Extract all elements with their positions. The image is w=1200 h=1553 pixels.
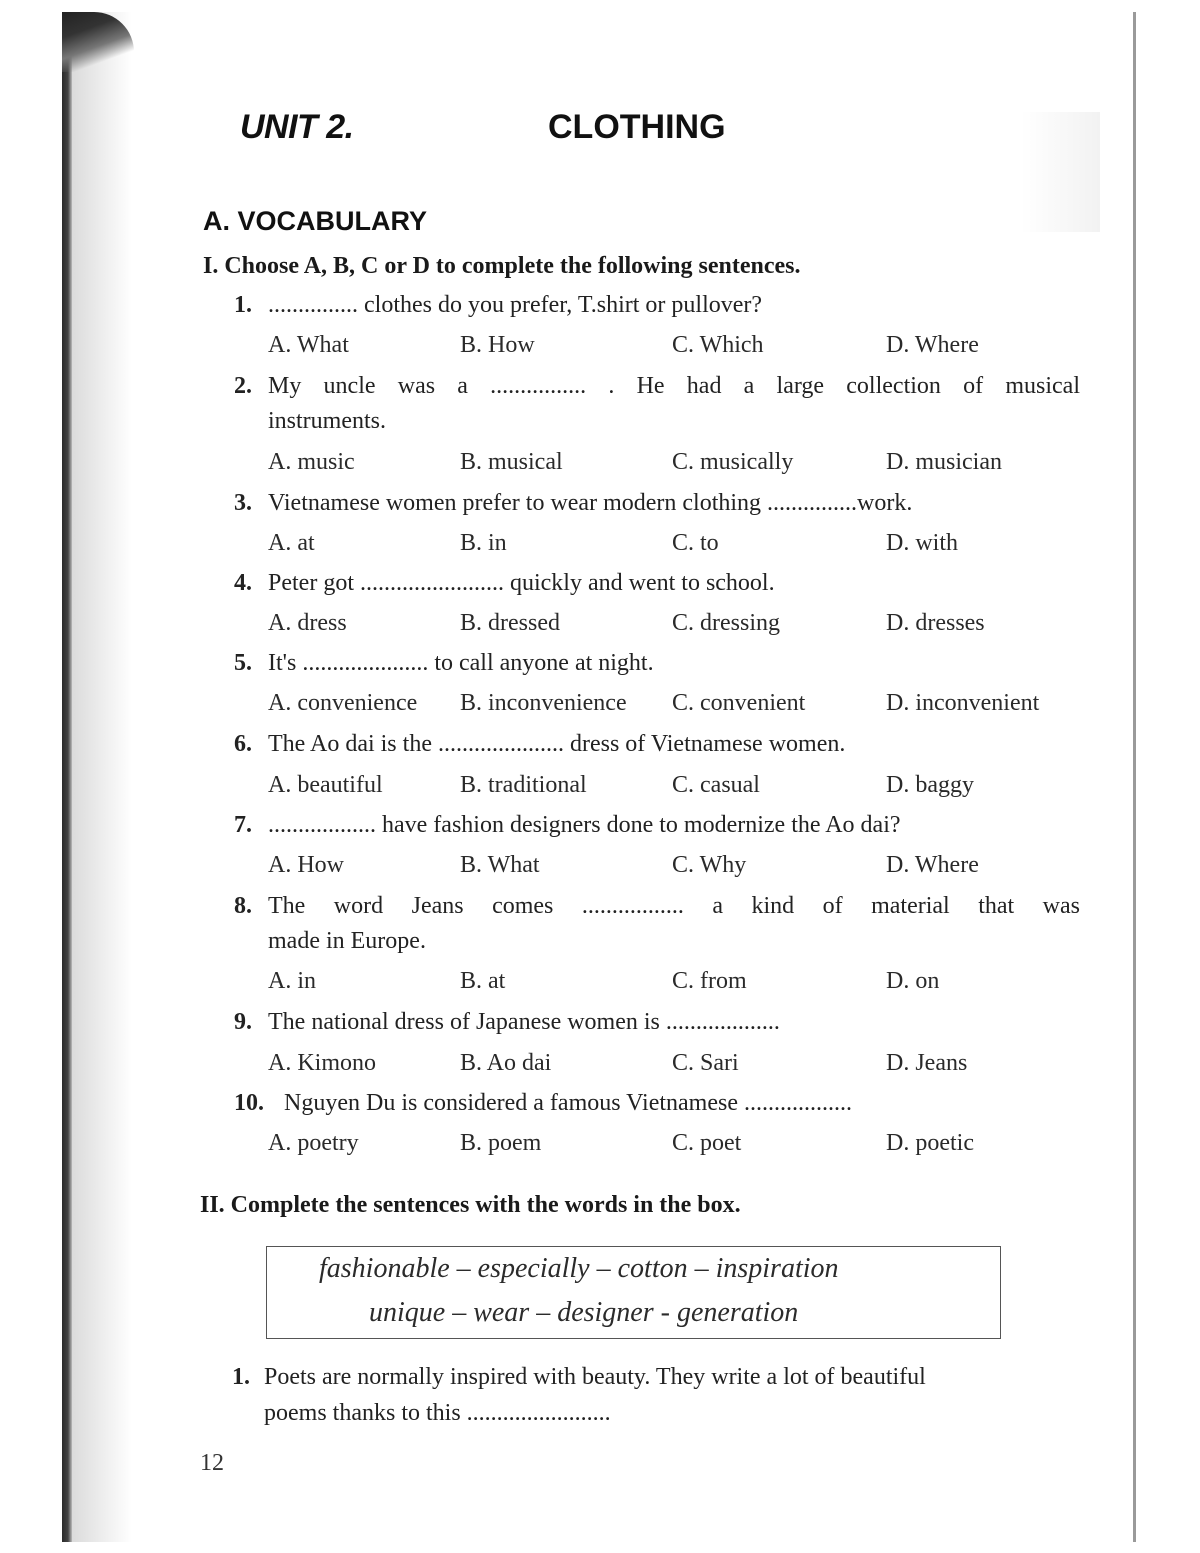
question-5-option-a[interactable]: A. convenience (268, 690, 418, 716)
question-4-option-d[interactable]: D. dresses (886, 610, 985, 636)
question-8-text: The word Jeans comes ................. a kind of material that was (268, 893, 1080, 919)
question-1-option-d[interactable]: D. Where (886, 332, 979, 358)
question-1-option-a[interactable]: A. What (268, 332, 349, 358)
question-6-option-d[interactable]: D. baggy (886, 772, 974, 798)
question-number: 10. (234, 1090, 264, 1116)
page-edge-left (62, 12, 72, 1542)
part2-question-1-continued: poems thanks to this ........................ (264, 1400, 611, 1426)
unit-label: UNIT 2. (240, 108, 354, 146)
question-5-option-c[interactable]: C. convenient (672, 690, 806, 716)
question-5-option-d[interactable]: D. inconvenient (886, 690, 1040, 716)
question-2-option-d[interactable]: D. musician (886, 449, 1002, 475)
part2-question-1 (232, 1364, 926, 1391)
question-text: Poets are normally inspired with beauty. They write a lot of beautiful (264, 1364, 926, 1390)
question-3-option-d[interactable]: D. with (886, 530, 958, 556)
question-7-option-b[interactable]: B. What (460, 852, 540, 878)
question-10-text: Nguyen Du is considered a famous Vietnamese .................. (284, 1090, 852, 1116)
question-6-option-b[interactable]: B. traditional (460, 772, 587, 798)
question-7-option-c[interactable]: C. Why (672, 852, 747, 878)
unit-title: CLOTHING (548, 108, 726, 146)
bleed-through-shade (1020, 112, 1100, 232)
question-4-option-a[interactable]: A. dress (268, 610, 347, 636)
question-4-option-b[interactable]: B. dressed (460, 610, 560, 636)
question-8-number-wrap (234, 893, 252, 920)
question-9-option-c[interactable]: C. Sari (672, 1050, 739, 1076)
question-5-text: It's ..................... to call anyone at night. (268, 650, 654, 676)
word-box-line-2: unique – wear – designer - generation (369, 1297, 799, 1328)
question-9-option-d[interactable]: D. Jeans (886, 1050, 968, 1076)
question-10-option-d[interactable]: D. poetic (886, 1130, 974, 1156)
question-2-text-continued: instruments. (268, 408, 386, 434)
question-1-text: ............... clothes do you prefer, T.shirt or pullover? (268, 292, 763, 318)
question-3-number-wrap (234, 490, 252, 517)
question-6-option-a[interactable]: A. beautiful (268, 772, 383, 798)
question-10-option-b[interactable]: B. poem (460, 1130, 542, 1156)
part2-heading: II. Complete the sentences with the words in the box. (200, 1192, 741, 1218)
question-8-option-b[interactable]: B. at (460, 968, 506, 994)
question-9-option-b[interactable]: B. Ao dai (460, 1050, 552, 1076)
question-number: 5. (234, 650, 252, 676)
question-6-option-c[interactable]: C. casual (672, 772, 760, 798)
question-4-number-wrap (234, 570, 252, 597)
question-2-option-c[interactable]: C. musically (672, 449, 794, 475)
question-number: 4. (234, 570, 252, 596)
question-10-option-c[interactable]: C. poet (672, 1130, 742, 1156)
section-title-vocabulary: A. VOCABULARY (203, 206, 428, 236)
question-number: 1. (232, 1364, 250, 1390)
question-7-option-d[interactable]: D. Where (886, 852, 979, 878)
question-8-option-a[interactable]: A. in (268, 968, 316, 994)
question-2-text: My uncle was a ................ . He had a large collection of musical (268, 373, 1080, 399)
question-9-option-a[interactable]: A. Kimono (268, 1050, 376, 1076)
word-box-line-1: fashionable – especially – cotton – inspiration (319, 1253, 839, 1284)
question-8-text-continued: made in Europe. (268, 928, 426, 954)
question-4-option-c[interactable]: C. dressing (672, 610, 780, 636)
question-4-text: Peter got ........................ quickly and went to school. (268, 570, 775, 596)
question-9-number-wrap (234, 1009, 252, 1036)
question-3-option-c[interactable]: C. to (672, 530, 719, 556)
question-1-option-b[interactable]: B. How (460, 332, 535, 358)
question-number: 9. (234, 1009, 252, 1035)
question-9-text: The national dress of Japanese women is ................... (268, 1009, 780, 1035)
question-7-number-wrap (234, 812, 252, 839)
page-number: 12 (200, 1450, 224, 1476)
page-edge-right (1133, 12, 1136, 1542)
word-box (266, 1246, 1001, 1339)
question-2-option-b[interactable]: B. musical (460, 449, 563, 475)
page-shadow (72, 12, 132, 1542)
question-number: 6. (234, 731, 252, 757)
question-5-option-b[interactable]: B. inconvenience (460, 690, 627, 716)
question-number: 7. (234, 812, 252, 838)
question-3-text: Vietnamese women prefer to wear modern clothing ...............work. (268, 490, 913, 516)
question-8-option-c[interactable]: C. from (672, 968, 747, 994)
question-7-option-a[interactable]: A. How (268, 852, 344, 878)
part1-heading: I. Choose A, B, C or D to complete the following sentences. (203, 253, 801, 279)
question-6-text: The Ao dai is the ..................... dress of Vietnamese women. (268, 731, 846, 757)
question-1-number-wrap (234, 292, 252, 319)
question-3-option-b[interactable]: B. in (460, 530, 507, 556)
question-10-number-wrap (234, 1090, 264, 1117)
question-1-option-c[interactable]: C. Which (672, 332, 764, 358)
question-number: 2. (234, 373, 252, 399)
question-number: 1. (234, 292, 252, 318)
question-2-option-a[interactable]: A. music (268, 449, 355, 475)
question-7-text: .................. have fashion designers done to modernize the Ao dai? (268, 812, 901, 838)
question-3-option-a[interactable]: A. at (268, 530, 315, 556)
question-5-number-wrap (234, 650, 252, 677)
question-8-option-d[interactable]: D. on (886, 968, 940, 994)
question-10-option-a[interactable]: A. poetry (268, 1130, 359, 1156)
question-number: 3. (234, 490, 252, 516)
question-6-number-wrap (234, 731, 252, 758)
question-number: 8. (234, 893, 252, 919)
question-2-number-wrap (234, 373, 252, 400)
